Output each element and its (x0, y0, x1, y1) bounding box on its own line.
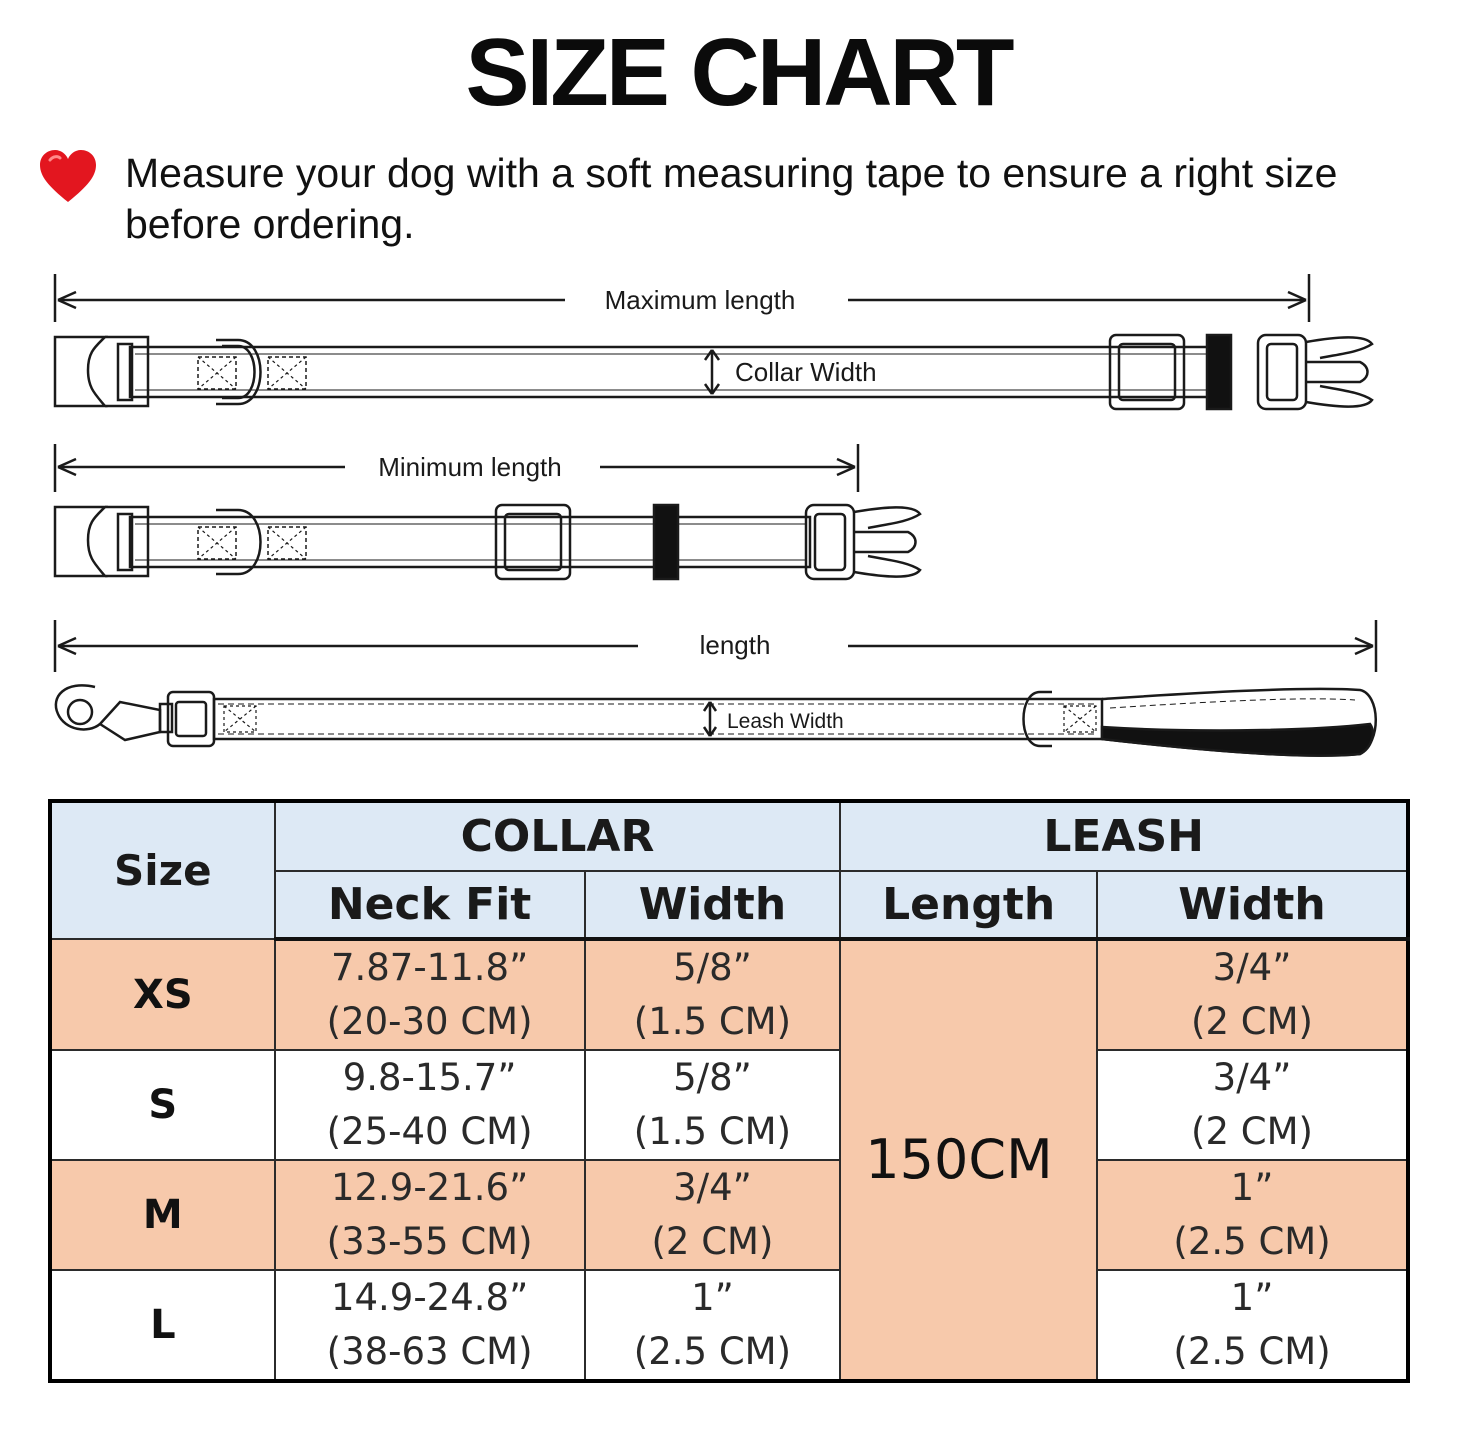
leash-length-cell: 150CM (840, 939, 1097, 1381)
table-row-xs (50, 939, 1408, 1050)
table-row-l (50, 1270, 1408, 1381)
leash-length-label: length (699, 630, 771, 660)
size-header: Size (50, 801, 275, 939)
table-row-m (50, 1160, 1408, 1270)
size-cell: L (50, 1270, 275, 1381)
collar-width-cell: 3/4” (2 CM) (585, 1160, 841, 1270)
heart-icon (38, 148, 98, 204)
collar-width-cell: 1” (2.5 CM) (585, 1270, 841, 1381)
size-cell: XS (50, 939, 275, 1050)
size-cell: S (50, 1050, 275, 1160)
leash-width-cell: 3/4” (2 CM) (1097, 1050, 1408, 1160)
measure-instruction: Measure your dog with a soft measuring tape to ensure a right size before ordering. (125, 150, 1338, 247)
leash-drawing (56, 685, 1376, 755)
collar-width-label: Collar Width (735, 357, 877, 387)
collar-max-drawing (55, 335, 1372, 409)
collar-header: COLLAR (275, 801, 841, 871)
leash-width-cell: 3/4” (2 CM) (1097, 939, 1408, 1050)
collar-leash-diagram (0, 262, 1477, 762)
leash-width-header: Width (1097, 871, 1408, 939)
neck-fit-header: Neck Fit (275, 871, 585, 939)
leash-width-label: Leash Width (727, 710, 844, 733)
min-length-label: Minimum length (378, 452, 562, 482)
size-cell: M (50, 1160, 275, 1270)
neck-fit-cell: 14.9-24.8” (38-63 CM) (275, 1270, 585, 1381)
leash-length-header: Length (840, 871, 1097, 939)
page-title: SIZE CHART (465, 19, 1012, 126)
collar-min-drawing (55, 505, 920, 579)
size-table (48, 799, 1410, 1383)
table-row-s (50, 1050, 1408, 1160)
max-length-label: Maximum length (604, 285, 796, 315)
neck-fit-cell: 7.87-11.8” (20-30 CM) (275, 939, 585, 1050)
leash-width-cell: 1” (2.5 CM) (1097, 1160, 1408, 1270)
leash-width-cell: 1” (2.5 CM) (1097, 1270, 1408, 1381)
leash-header: LEASH (840, 801, 1408, 871)
neck-fit-cell: 12.9-21.6” (33-55 CM) (275, 1160, 585, 1270)
collar-width-header: Width (585, 871, 841, 939)
collar-width-cell: 5/8” (1.5 CM) (585, 939, 841, 1050)
neck-fit-cell: 9.8-15.7” (25-40 CM) (275, 1050, 585, 1160)
collar-width-cell: 5/8” (1.5 CM) (585, 1050, 841, 1160)
